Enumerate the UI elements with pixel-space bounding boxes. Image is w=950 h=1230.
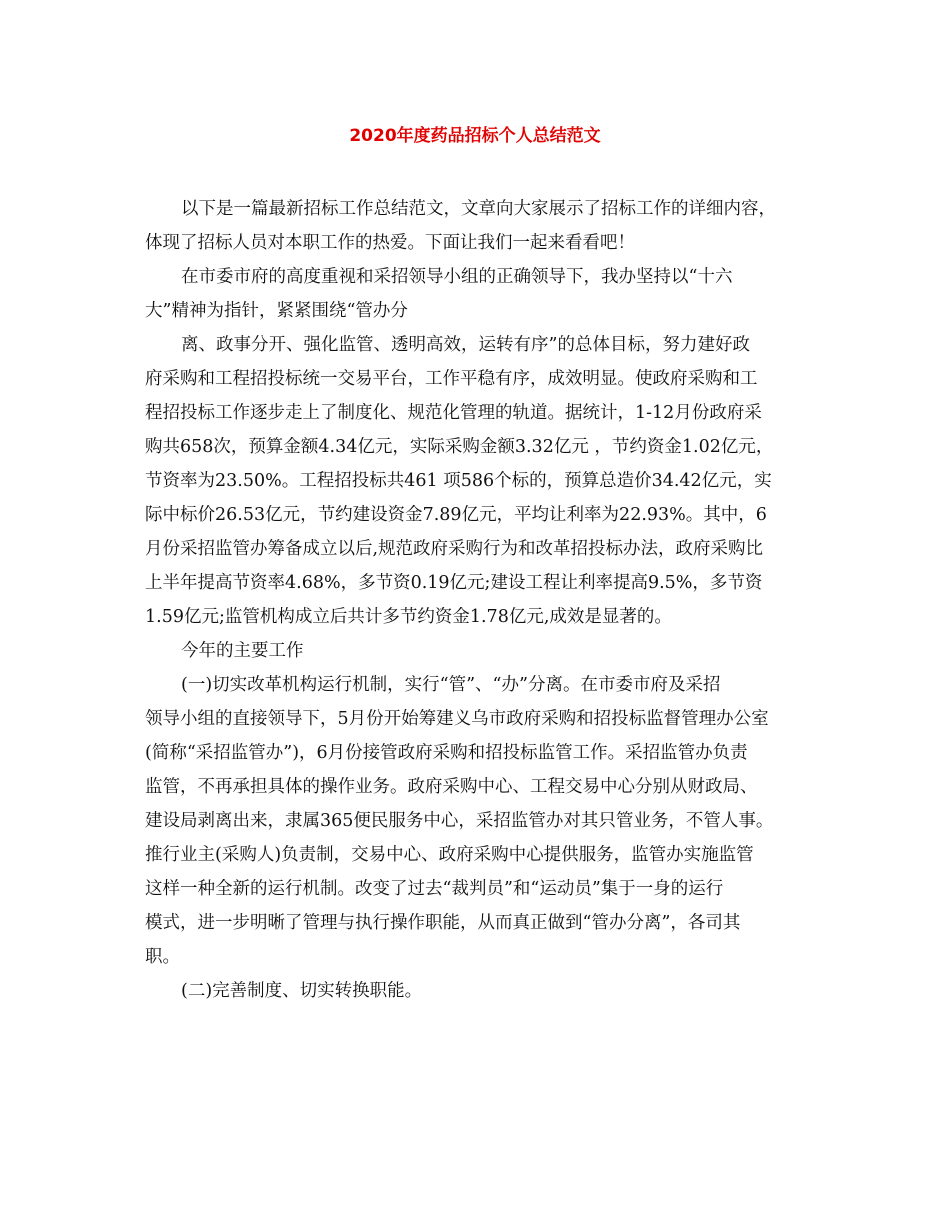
text-line: 节资率为23.50%。工程招投标共461 项586个标的，预算总造价34.42亿元，实	[145, 471, 772, 491]
text-line: 程招投标工作逐步走上了制度化、规范化管理的轨道。据统计，1-12月份政府采	[145, 403, 762, 423]
text-line: 上半年提高节资率4.68%，多节资0.19亿元;建设工程让利率提高9.5%，多节资	[145, 573, 763, 593]
text-line: 推行业主(采购人)负责制，交易中心、政府采购中心提供服务，监管办实施监管	[145, 845, 754, 865]
text-line: 领导小组的直接领导下，5月份开始筹建义乌市政府采购和招投标监督管理办公室	[145, 709, 769, 729]
text-line: 离、政事分开、强化监管、透明高效，运转有序”的总体目标，努力建好政	[181, 335, 750, 355]
text-line: 府采购和工程招投标统一交易平台，工作平稳有序，成效明显。使政府采购和工	[145, 369, 758, 389]
text-line: 建设局剥离出来，隶属365便民服务中心，采招监管办对其只管业务，不管人事。	[145, 811, 774, 831]
text-line: 职。	[145, 947, 180, 967]
text-line: 购共658次，预算金额4.34亿元，实际采购金额3.32亿元 ，节约资金1.02亿元，	[145, 437, 774, 457]
text-line: 模式，进一步明晰了管理与执行操作职能，从而真正做到“管办分离”，各司其	[145, 913, 741, 933]
text-line: (二)完善制度、切实转换职能。	[181, 981, 423, 1001]
text-line: 在市委市府的高度重视和采招领导小组的正确领导下，我办坚持以“十六	[181, 267, 733, 287]
document-body	[145, 192, 805, 1008]
text-line: 际中标价26.53亿元，节约建设资金7.89亿元，平均让利率为22.93%。其中，6	[145, 505, 767, 525]
text-line: (一)切实改革机构运行机制，实行“管”、“办”分离。在市委市府及采招	[181, 675, 721, 695]
text-line: (简称“采招监管办”)，6月份接管政府采购和招投标监管工作。采招监管办负责	[145, 743, 748, 763]
text-line: 今年的主要工作	[181, 641, 304, 661]
text-line: 这样一种全新的运行机制。改变了过去“裁判员”和“运动员”集于一身的运行	[145, 879, 724, 899]
text-line: 月份采招监管办筹备成立以后,规范政府采购行为和改革招投标办法，政府采购比	[145, 539, 764, 559]
text-line: 以下是一篇最新招标工作总结范文，文章向大家展示了招标工作的详细内容，	[181, 199, 776, 219]
text-line: 体现了招标人员对本职工作的热爱。下面让我们一起来看看吧！	[145, 233, 635, 253]
text-line: 大”精神为指针，紧紧围绕“管办分	[145, 301, 408, 321]
text-line: 1.59亿元;监管机构成立后共计多节约资金1.78亿元,成效是显著的。	[145, 607, 672, 627]
document-title: 2020年度药品招标个人总结范文	[349, 126, 601, 146]
text-line: 监管，不再承担具体的操作业务。政府采购中心、工程交易中心分别从财政局、	[145, 777, 758, 797]
